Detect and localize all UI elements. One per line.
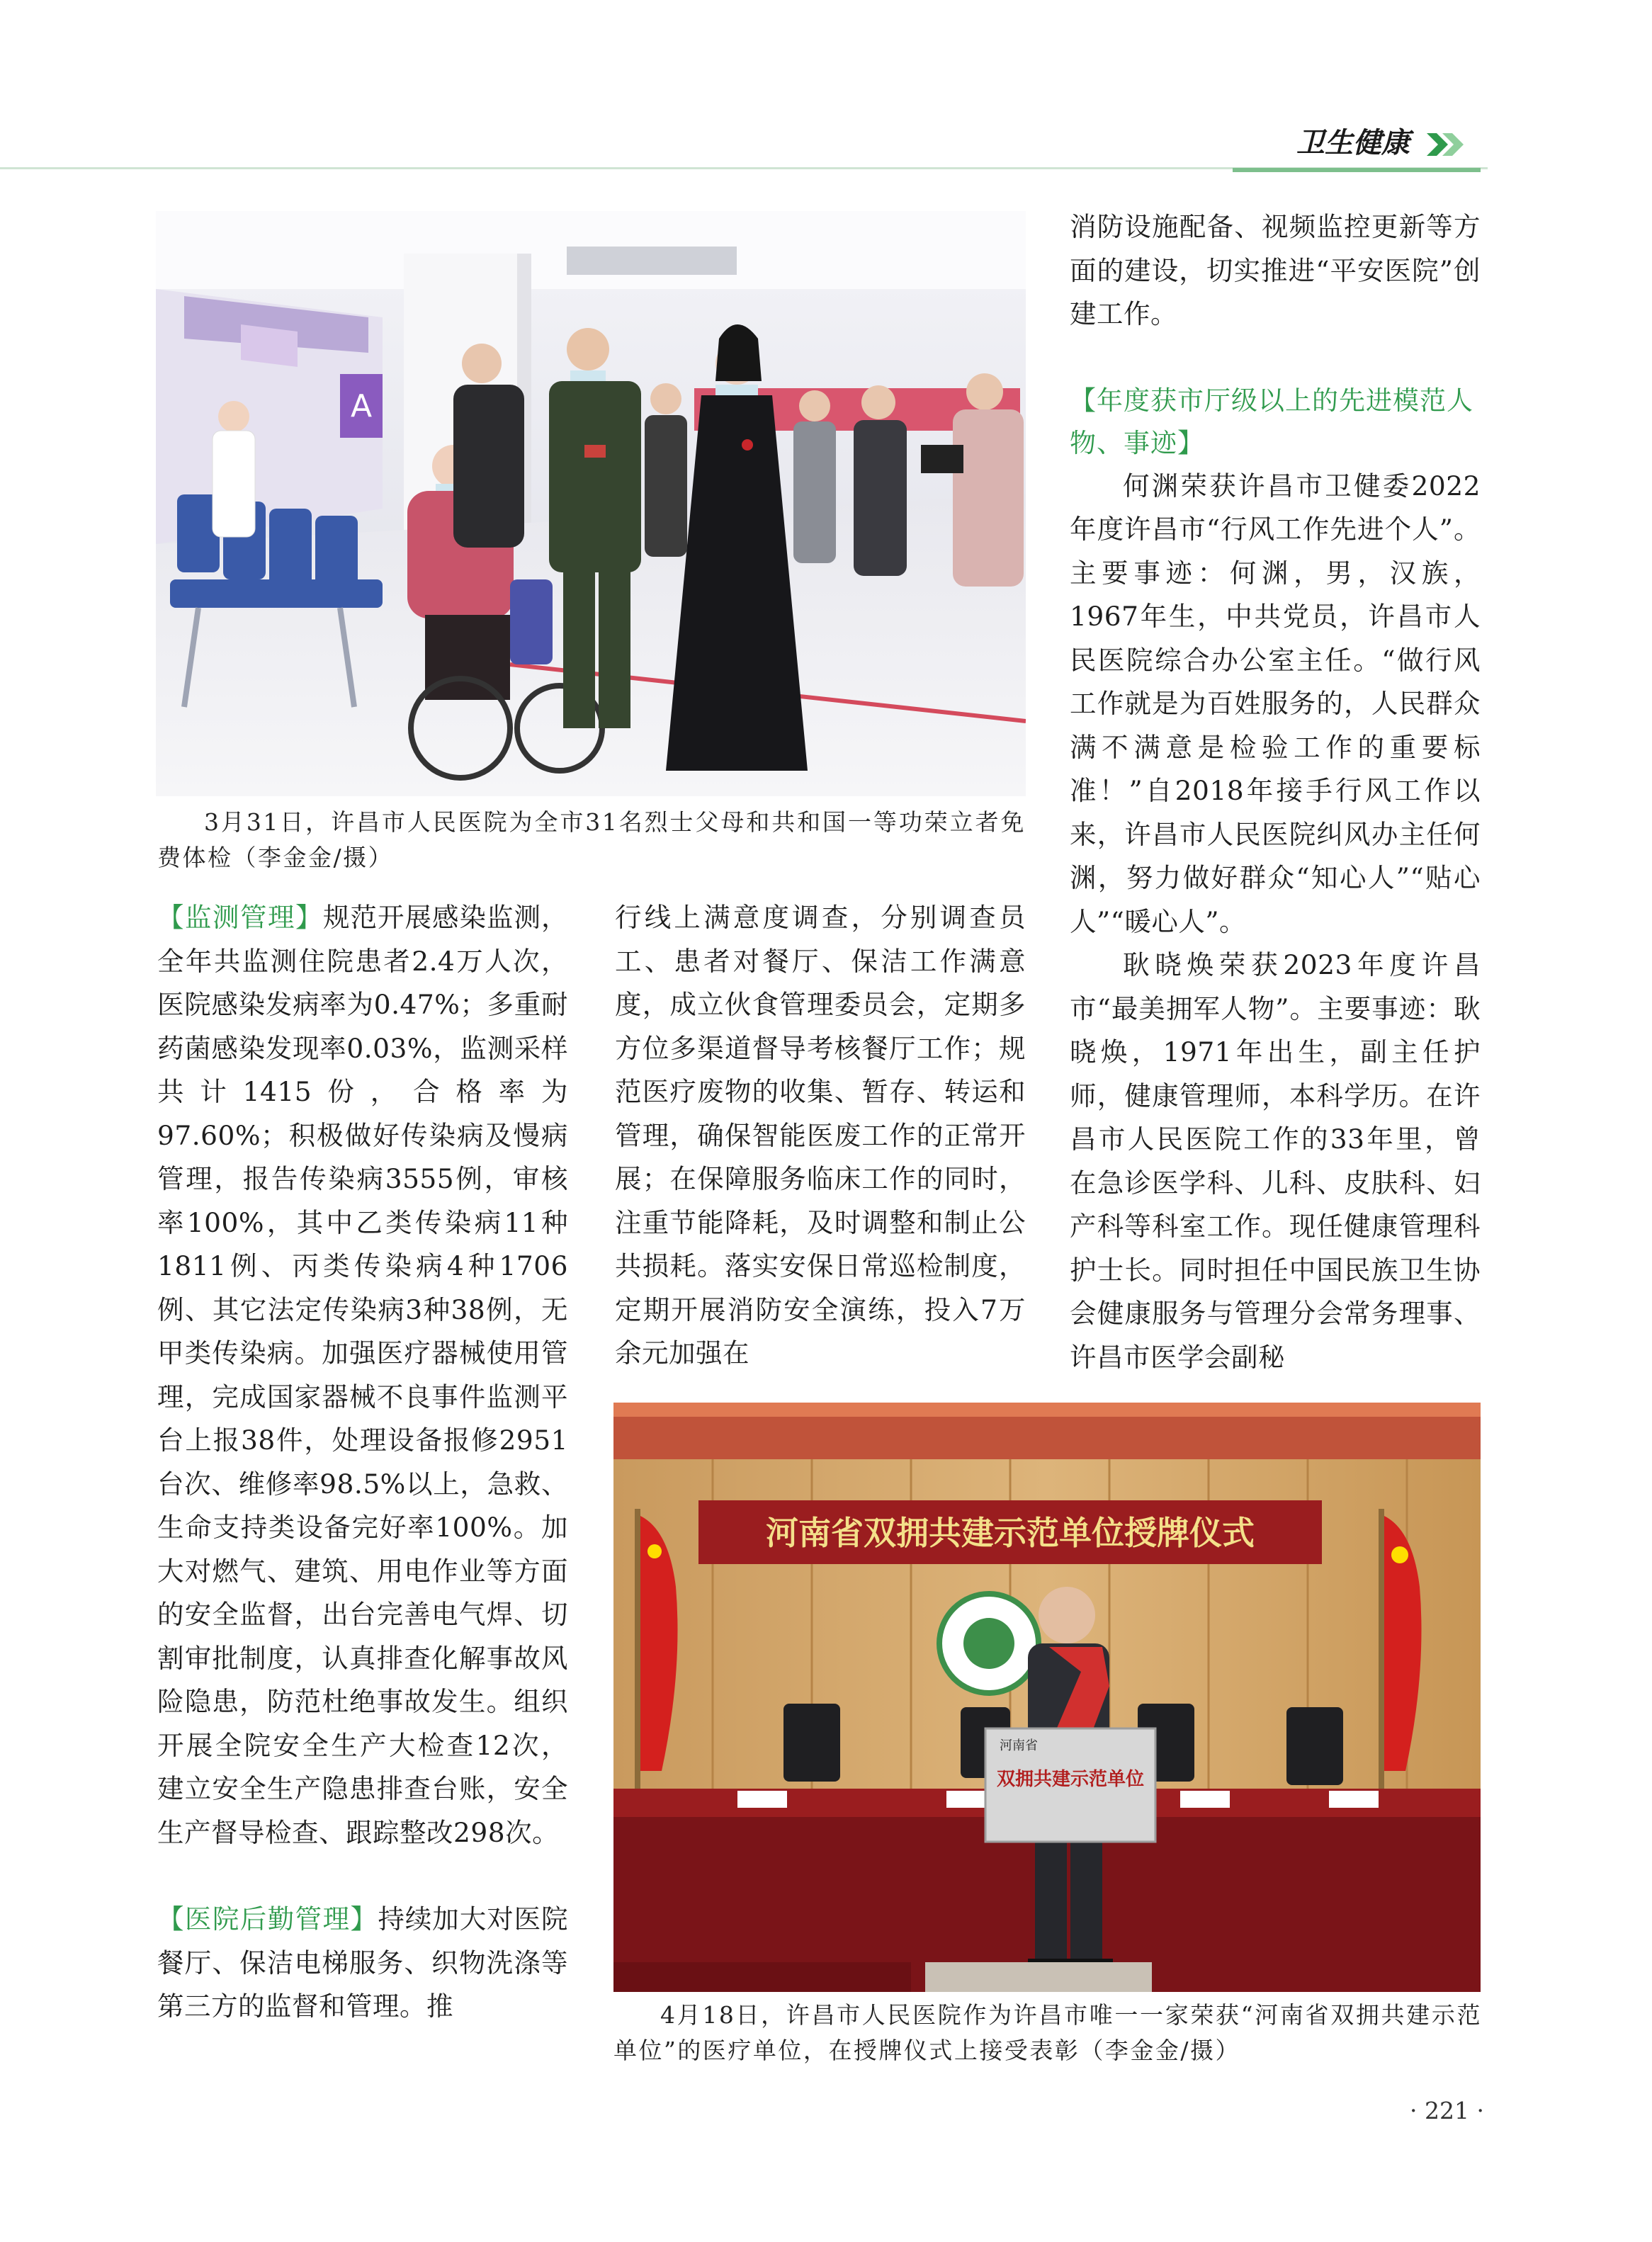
lead-monitoring-management: 【监测管理】 (157, 902, 323, 933)
photo-hospital-visit-illustration (156, 211, 1026, 796)
paragraph-geng-xiaohuan: 耿晓焕荣获2023年度许昌市“最美拥军人物”。主要事迹：耿晓焕，1971年出生，副主任护师，健康管理师，本科学历。在许昌市人民医院工作的33年里，曾在急诊医学科、儿科、皮肤科、妇产科等科室工作。现任健康管理科护士长。同时担任中国民族卫生协会健康服务与管理分会常务理事、许昌市医学会副秘 (1070, 949, 1481, 1373)
photo-sign-letter: A (350, 388, 373, 424)
column-right (1070, 205, 1481, 1379)
photo-award-ceremony-illustration (613, 1403, 1481, 1992)
photo-hospital-visit (156, 211, 1026, 796)
section-title: 卫生健康 (1296, 127, 1410, 159)
column-left (157, 896, 568, 2029)
double-chevron-right-icon (1425, 130, 1468, 159)
banner-text: 河南省双拥共建示范单位授牌仪式 (766, 1514, 1255, 1552)
column-middle (615, 896, 1026, 1376)
paragraph-logistics-continued: 行线上满意度调查，分别调查员工、患者对餐厅、保洁工作满意度，成立伙食管理委员会，定期多方位多渠道督导考核餐厅工作；规范医疗废物的收集、暂存、转运和管理，确保智能医废工作的正常开展；在保障服务临床工作的同时，注重节能降耗，及时调整和制止公共损耗。落实安保日常巡检制度，定期开展消防安全演练，投入7万余元加强在 (615, 902, 1026, 1369)
paragraph-monitoring (157, 896, 568, 1855)
page-number: · 221 · (1410, 2097, 1484, 2124)
section-heading-advanced-models: 【年度获市厅级以上的先进模范人物、事迹】 (1070, 385, 1473, 458)
text-logistics-management: 持续加大对医院餐厅、保洁电梯服务、织物洗涤等第三方的监督和管理。推 (157, 1903, 569, 2022)
paragraph-logistics (157, 1898, 568, 2029)
plaque-top-text: 河南省 (1000, 1738, 1038, 1753)
text-monitoring-management: 规范开展感染监测，全年共监测住院患者2.4万人次，医院感染发病率为0.47%；多重耐药菌感染发现率0.03%，监测采样共计1415份，合格率为97.60%；积极做好传染病及慢病管理，报告传染病3555例，审核率100%，其中乙类传染病11种1811例、丙类传染病4种1706例、其它法定传染病3种38例，无甲类传染病。加强医疗器械使用管理，完成国家器械不良事件监测平台上报38件，处理设备报修2951台次、维修率98.5%以上，急救、生命支持类设备完好率100%。加大对燃气、建筑、用电作业等方面的安全监督，出台完善电气焊、切割审批制度，认真排查化解事故风险隐患，防范杜绝事故发生。组织开展全院安全生产大检查12次，建立安全生产隐患排查台账，安全生产督导检查、跟踪整改298次。 (157, 902, 568, 1848)
lead-logistics-management: 【医院后勤管理】 (157, 1903, 378, 1935)
photo-caption-1: 3月31日，许昌市人民医院为全市31名烈士父母和共和国一等功荣立者免费体检（李金金/摄） (157, 808, 1026, 871)
photo-caption-2: 4月18日，许昌市人民医院作为许昌市唯一一家荣获“河南省双拥共建示范单位”的医疗单位，在授牌仪式上接受表彰（李金金/摄） (613, 2001, 1482, 2064)
paragraph-he-yuan: 何渊荣获许昌市卫健委2022年度许昌市“行风工作先进个人”。主要事迹：何渊，男，汉族，1967年生，中共党员，许昌市人民医院综合办公室主任。“做行风工作就是为百姓服务的，人民群众满不满意是检验工作的重要标准！”自2018年接手行风工作以来，许昌市人民医院纠风办主任何渊，努力做好群众“知心人”“贴心人”“暖心人”。 (1070, 470, 1481, 937)
photo-award-ceremony (613, 1403, 1481, 1992)
paragraph-fire-safety: 消防设施配备、视频监控更新等方面的建设，切实推进“平安医院”创建工作。 (1070, 211, 1481, 329)
header-accent-bar (1233, 168, 1481, 172)
plaque-main-text: 双拥共建示范单位 (996, 1769, 1145, 1790)
